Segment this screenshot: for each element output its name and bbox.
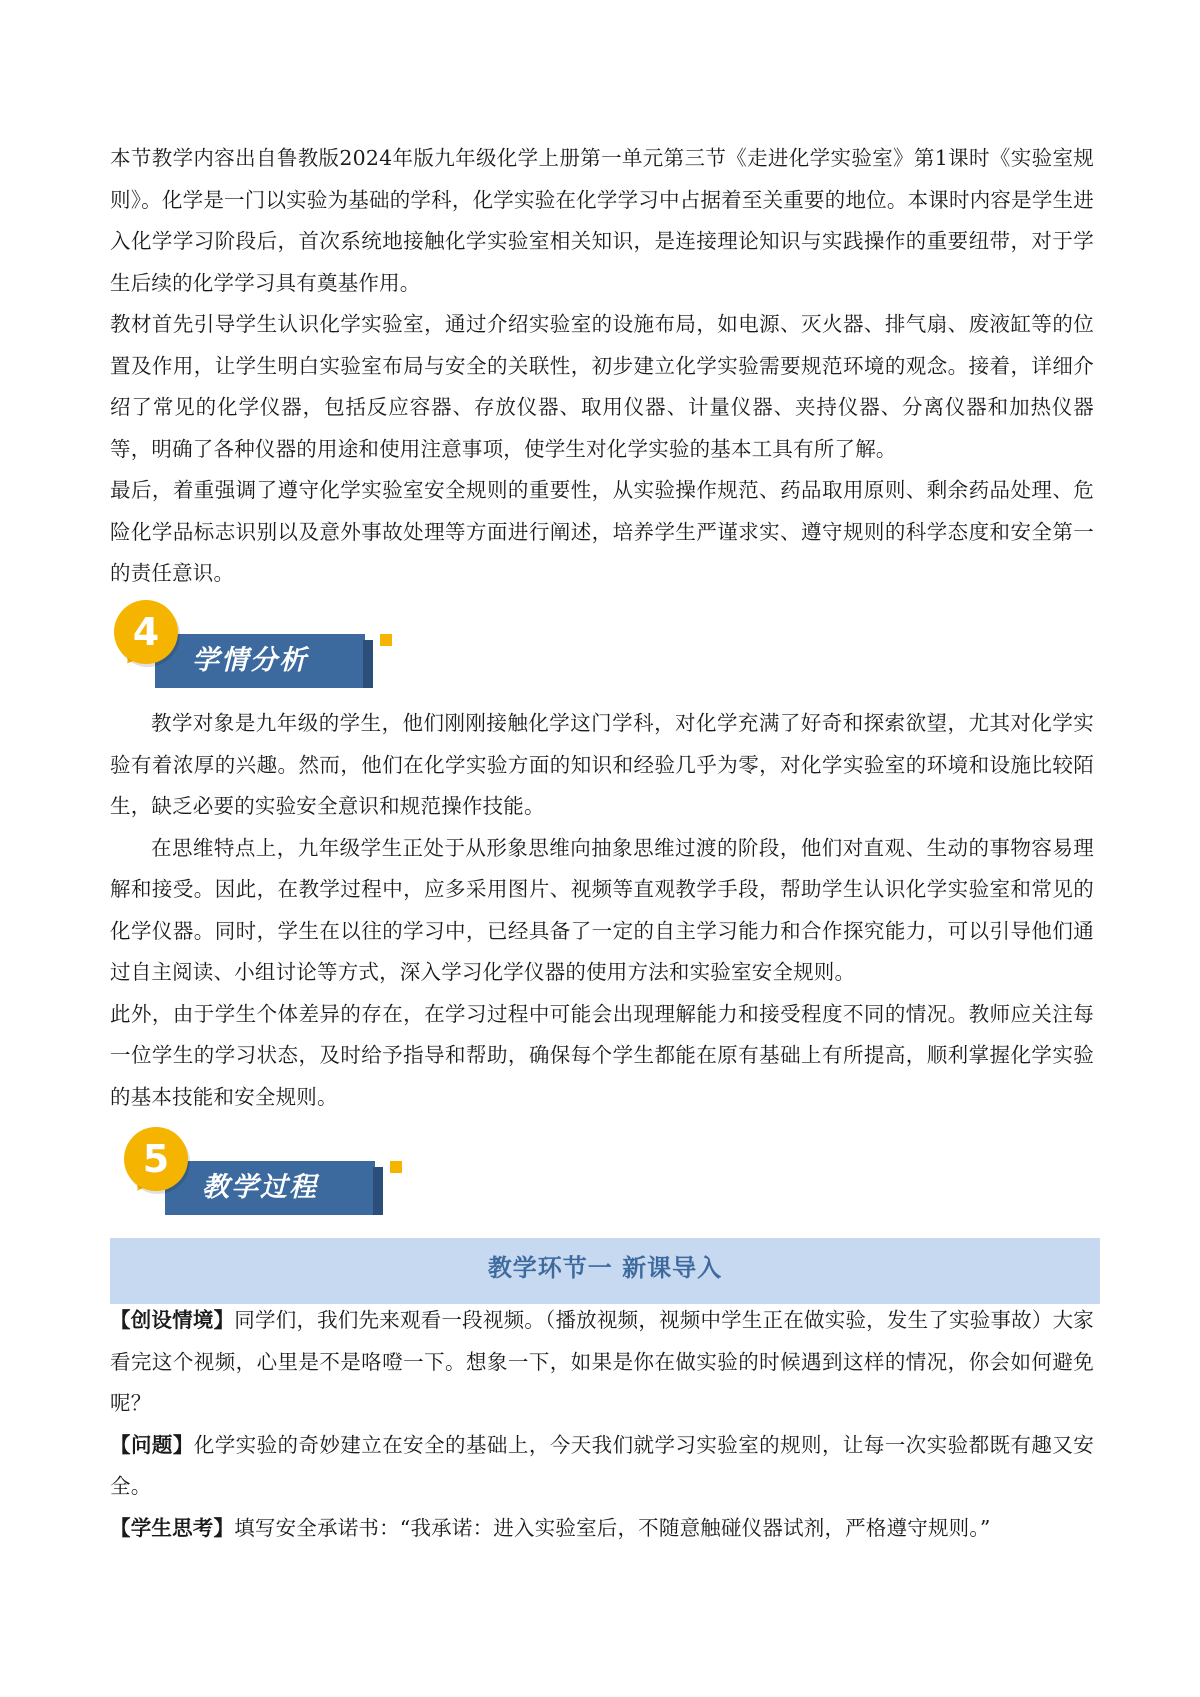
section4-paragraph-3: 此外，由于学生个体差异的存在，在学习过程中可能会出现理解能力和接受程度不同的情况。教师应关注每一位学生的学习状态，及时给予指导和帮助，确保每个学生都能在原有基础上有所提高，顺利掌握化学实验的基本技能和安全规则。	[110, 1001, 1094, 1109]
intro-paragraph-3: 最后，着重强调了遵守化学实验室安全规则的重要性，从实验操作规范、药品取用原则、剩余药品处理、危险化学品标志识别以及意外事故处理等方面进行阐述，培养学生严谨求实、遵守规则的科学态度和安全第一的责任意识。	[110, 478, 1094, 585]
scenario-item	[110, 1300, 1094, 1425]
item-text: 填写安全承诺书：“我承诺：进入实验室后，不随意触碰仪器试剂，严格遵守规则。”	[234, 1515, 991, 1540]
section4-paragraph-1: 教学对象是九年级的学生，他们刚刚接触化学这门学科，对化学充满了好奇和探索欲望，尤其对化学实验有着浓厚的兴趣。然而，他们在化学实验方面的知识和经验几乎为零，对化学实验室的环境和设施比较陌生，缺乏必要的实验安全意识和规范操作技能。	[110, 711, 1094, 818]
item-text: 化学实验的奇妙建立在安全的基础上，今天我们就学习实验室的规则，让每一次实验都既有趣又安全。	[110, 1432, 1094, 1498]
accent-square-icon	[390, 1161, 402, 1173]
item-tag: 【问题】	[110, 1432, 194, 1457]
section-title: 学情分析	[192, 645, 308, 676]
section-number: 4	[132, 610, 160, 654]
section-banner-shadow	[363, 640, 373, 688]
section-number: 5	[142, 1137, 170, 1181]
student-thinking-item	[110, 1508, 1094, 1550]
accent-square-icon	[380, 634, 392, 646]
section-header-4	[114, 600, 414, 690]
item-tag: 【学生思考】	[110, 1515, 235, 1540]
section-5-body	[110, 1300, 1094, 1549]
teaching-step-banner	[110, 1238, 1100, 1304]
item-tag: 【创设情境】	[110, 1308, 235, 1332]
section-title: 教学过程	[202, 1172, 318, 1203]
intro-section	[110, 138, 1094, 595]
intro-paragraph-2: 教材首先引导学生认识化学实验室，通过介绍实验室的设施布局，如电源、灭火器、排气扇、废液缸等的位置及作用，让学生明白实验室布局与安全的关联性，初步建立化学实验需要规范环境的观念。接着，详细介绍了常见的化学仪器，包括反应容器、存放仪器、取用仪器、计量仪器、夹持仪器、分离仪器和加热仪器等，明确了各种仪器的用途和使用注意事项，使学生对化学实验的基本工具有所了解。	[110, 312, 1094, 461]
section-4-body	[110, 703, 1094, 1118]
intro-paragraph-1: 本节教学内容出自鲁教版2024年版九年级化学上册第一单元第三节《走进化学实验室》第1课时《实验室规则》。化学是一门以实验为基础的学科，化学实验在化学学习中占据着至关重要的地位。本课时内容是学生进入化学学习阶段后，首次系统地接触化学实验室相关知识，是连接理论知识与实践操作的重要纽带，对于学生后续的化学学习具有奠基作用。	[110, 146, 1094, 295]
teaching-step-title: 教学环节一 新课导入	[487, 1254, 723, 1282]
section-banner-shadow	[373, 1167, 383, 1215]
item-text: 同学们，我们先来观看一段视频。（播放视频，视频中学生正在做实验，发生了实验事故）大家看完这个视频，心里是不是咯噔一下。想象一下，如果是你在做实验的时候遇到这样的情况，你会如何避免呢？	[110, 1308, 1095, 1415]
question-item	[110, 1425, 1094, 1508]
section-header-5	[124, 1127, 424, 1217]
section4-paragraph-2: 在思维特点上，九年级学生正处于从形象思维向抽象思维过渡的阶段，他们对直观、生动的事物容易理解和接受。因此，在教学过程中，应多采用图片、视频等直观教学手段，帮助学生认识化学实验室和常见的化学仪器。同时，学生在以往的学习中，已经具备了一定的自主学习能力和合作探究能力，可以引导他们通过自主阅读、小组讨论等方式，深入学习化学仪器的使用方法和实验室安全规则。	[110, 835, 1094, 984]
